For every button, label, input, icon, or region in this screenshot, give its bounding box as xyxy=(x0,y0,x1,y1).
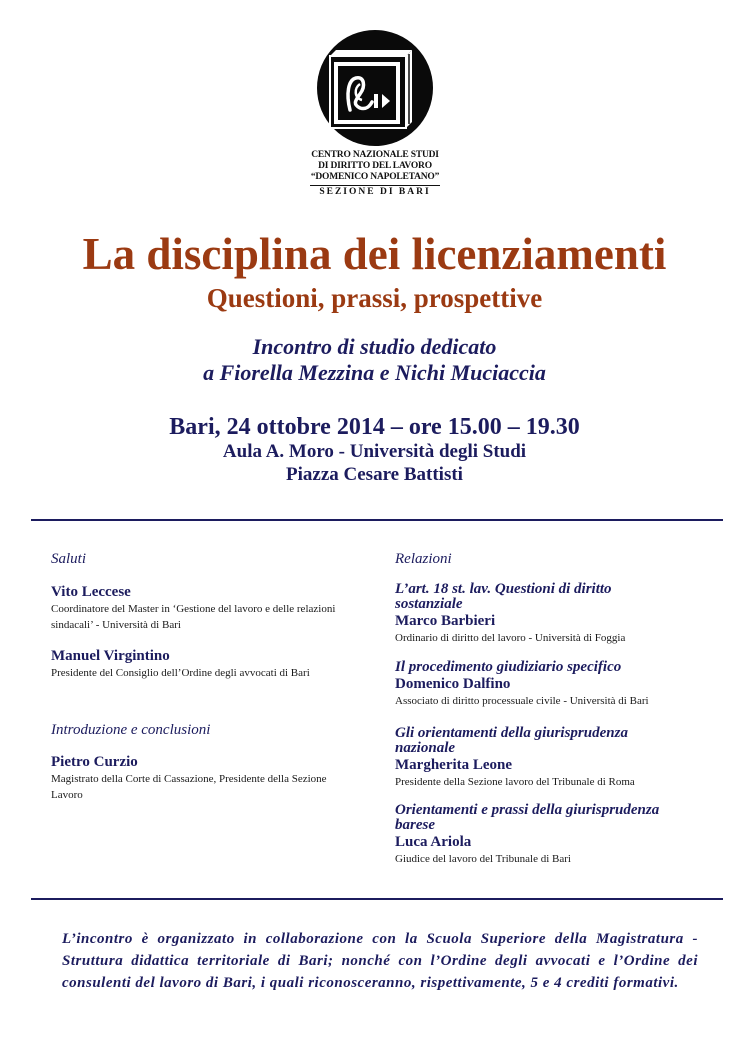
talk-title: Il procedimento giudiziario specifico xyxy=(395,659,622,675)
speaker-name: Vito Leccese xyxy=(51,584,131,600)
talk-title: Orientamenti e prassi della giurisprudenza xyxy=(395,802,660,818)
event-date: Bari, 24 ottobre 2014 – ore 15.00 – 19.30 xyxy=(169,414,580,440)
talk-title: Gli orientamenti della giurisprudenza xyxy=(395,725,628,741)
speaker-name: Marco Barbieri xyxy=(395,613,496,629)
venue xyxy=(0,440,749,486)
talk-title: L’art. 18 st. lav. Questioni di diritto xyxy=(395,581,612,597)
speaker-name: Pietro Curzio xyxy=(51,754,138,770)
speaker-role: Magistrato della Corte di Cassazione, Presidente della Sezione xyxy=(51,773,327,785)
speaker-role: sindacali’ - Università di Bari xyxy=(51,619,181,631)
logo-line: CENTRO NAZIONALE STUDI xyxy=(311,150,439,160)
book-emblem-icon xyxy=(310,28,440,158)
intro-heading: Introduzione e conclusioni xyxy=(51,722,211,738)
page-subtitle: Questioni, prassi, prospettive xyxy=(206,283,543,313)
speaker-role: Lavoro xyxy=(51,789,83,801)
talk-title: sostanziale xyxy=(395,596,463,612)
speaker-role: Presidente del Consiglio dell’Ordine degli avvocati di Bari xyxy=(51,667,310,679)
speaker-role: Coordinatore del Master in ‘Gestione del lavoro e delle relazioni xyxy=(51,603,336,615)
speaker-name: Luca Ariola xyxy=(395,834,472,850)
divider xyxy=(31,519,723,521)
speaker-role: Giudice del lavoro del Tribunale di Bari xyxy=(395,853,571,865)
talk-title: barese xyxy=(395,817,435,833)
logo-line: “DOMENICO NAPOLETANO” xyxy=(310,172,440,182)
speaker-role: Associato di diritto processuale civile - Università di Bari xyxy=(395,695,649,707)
relazioni-heading: Relazioni xyxy=(395,551,452,567)
speaker-role: Presidente della Sezione lavoro del Tribunale di Roma xyxy=(395,776,635,788)
dedication xyxy=(0,334,749,386)
speaker-name: Domenico Dalfino xyxy=(395,676,511,692)
venue-line: Aula A. Moro - Università degli Studi xyxy=(222,441,527,462)
talk-title: nazionale xyxy=(395,740,456,756)
logo xyxy=(310,28,440,204)
speaker-name: Manuel Virgintino xyxy=(51,648,170,664)
dedication-line: a Fiorella Mezzina e Nichi Muciaccia xyxy=(203,360,546,385)
logo-line: SEZIONE DI BARI xyxy=(310,185,440,198)
speaker-name: Margherita Leone xyxy=(395,757,513,773)
right-column xyxy=(395,550,725,867)
footer-note: L’incontro è organizzato in collaborazione con la Scuola Superiore della Magistratura - Struttura didattica territoriale di Bari; nonché con l’Ordine degli avvocati e l’Ordine dei consulenti del lavoro di Bari, i quali riconosceranno, rispettivamente, 5 e 4 crediti formativi. xyxy=(62,931,698,991)
saluti-heading: Saluti xyxy=(51,551,87,567)
speaker-role: Ordinario di diritto del lavoro - Università di Foggia xyxy=(395,632,626,644)
venue-line: Piazza Cesare Battisti xyxy=(286,464,463,485)
logo-line: DI DIRITTO DEL LAVORO xyxy=(318,161,432,171)
divider xyxy=(31,898,723,900)
left-column xyxy=(51,550,371,803)
dedication-line: Incontro di studio dedicato xyxy=(252,334,497,359)
page-title: La disciplina dei licenziamenti xyxy=(82,229,667,279)
